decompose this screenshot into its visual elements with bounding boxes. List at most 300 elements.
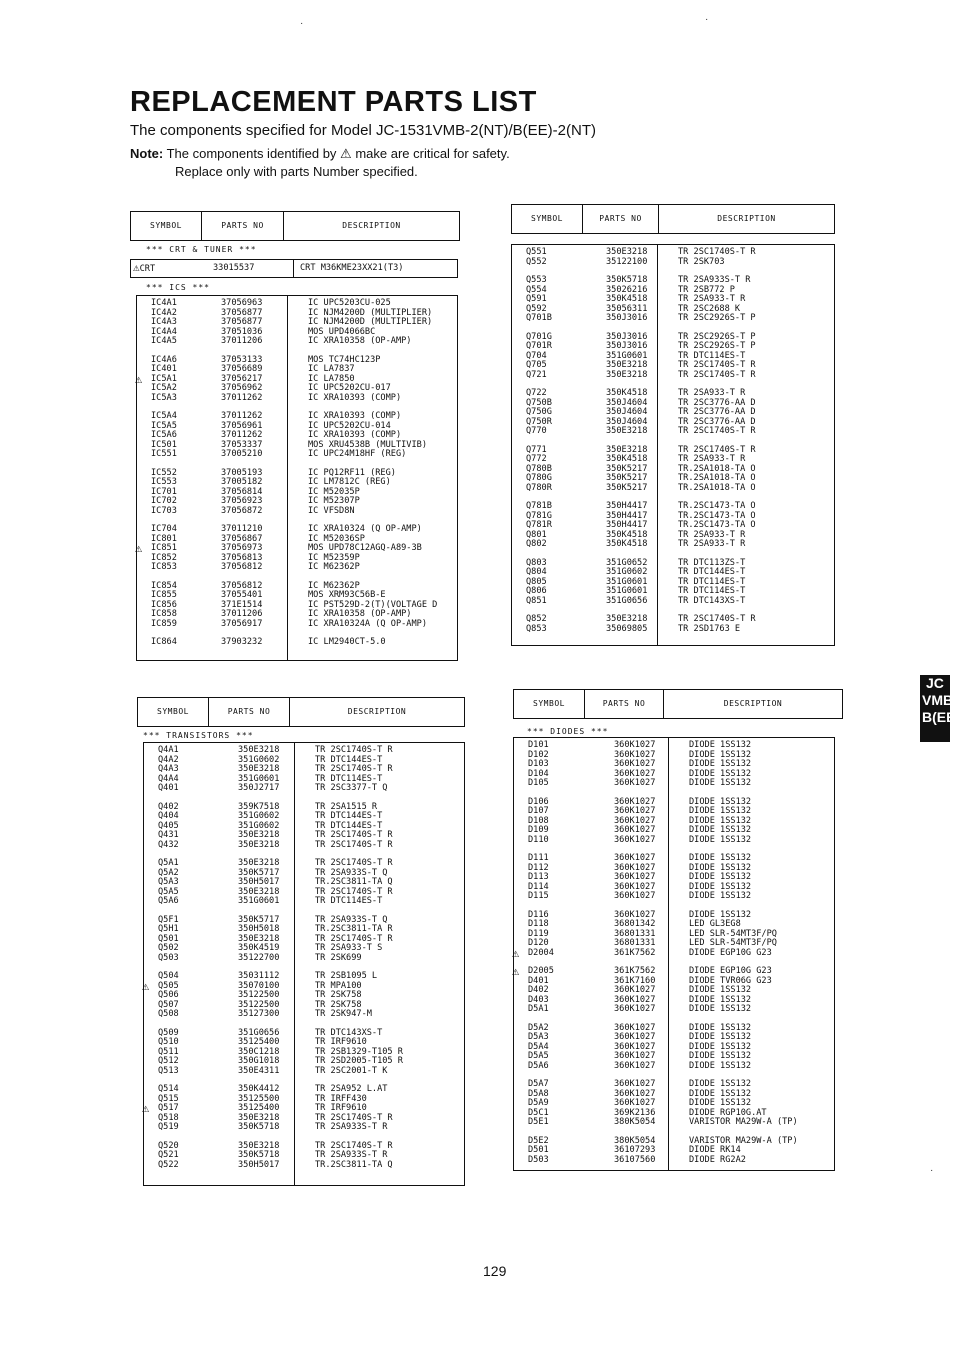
description-cell: TR 2SC1740S-T R (678, 360, 756, 370)
description-cell: TR 2SC1740S-T R (315, 830, 393, 840)
section-transistors: *** TRANSISTORS *** (143, 731, 254, 740)
description-cell: MOS UPD78C12AGQ-A89-3B (308, 543, 422, 553)
parts-no-cell: 371E1514 (221, 599, 263, 610)
parts-no-cell: 380K5054 (614, 1135, 656, 1146)
description-cell: TR 2SD2005-T105 R (315, 1056, 403, 1066)
table-row (137, 497, 457, 507)
description-cell: TR 2SC3377-T Q (315, 783, 388, 793)
parts-no-cell: 351G0656 (606, 595, 648, 606)
parts-no-cell: 35127300 (238, 1009, 280, 1019)
table-row (512, 540, 834, 550)
symbol-cell: Q704 (526, 350, 547, 361)
description-cell: TR 2SC1740S-T R (315, 1140, 393, 1151)
symbol-cell: IC4A3 (151, 317, 177, 327)
description-cell: TR DTC144ES-T (315, 811, 383, 821)
table-row (144, 1142, 464, 1152)
row-group (137, 582, 457, 630)
description-cell: TR DTC114ES-T (315, 896, 383, 906)
table-row (512, 361, 834, 371)
page-title: REPLACEMENT PARTS LIST (130, 86, 537, 118)
symbol-cell: D5E2 (528, 1135, 549, 1146)
description-cell: TR 2SC1740S-T R (315, 933, 393, 944)
table-row (512, 578, 834, 588)
symbol-cell: D5A7 (528, 1079, 549, 1089)
side-tab-line3: B(EE)- (922, 709, 965, 725)
symbol-cell: Q508 (158, 1009, 179, 1019)
symbol-cell: IC854 (151, 580, 177, 591)
side-tab-line2: VMB- (922, 692, 958, 708)
parts-no-cell: 350K4412 (238, 1084, 280, 1094)
symbol-cell: Q772 (526, 454, 547, 464)
warning-triangle-icon: ⚠ (142, 1101, 150, 1115)
table-row (512, 399, 834, 409)
symbol-cell: D110 (528, 834, 549, 845)
warning-triangle-icon: ⚠ (512, 964, 520, 978)
parts-no-cell: 350K5717 (238, 867, 280, 878)
table-row (144, 1123, 464, 1133)
description-cell: TR 2SA933-T R (678, 388, 746, 398)
parts-no-cell: 360K1027 (614, 1004, 656, 1014)
parts-no-cell: 360K1027 (614, 796, 656, 807)
symbol-cell: D114 (528, 881, 549, 892)
symbol-cell: IC864 (151, 637, 177, 647)
parts-no-cell: 350E3218 (606, 444, 648, 455)
parts-no-cell: 350K5217 (606, 463, 648, 474)
col-description: DESCRIPTION (342, 221, 401, 231)
symbol-cell: Q518 (158, 1112, 179, 1123)
table-row (137, 582, 457, 592)
row-group (144, 1029, 464, 1077)
parts-no-cell: 350E3218 (238, 933, 280, 944)
description-cell: DIODE RK14 (689, 1145, 741, 1155)
symbol-cell: D401 (528, 975, 549, 986)
parts-no-cell: 35125400 (238, 1037, 280, 1047)
description-cell: IC XRA10358 (OP-AMP) (308, 336, 412, 346)
description-cell: TR 2SA933S-T R (315, 1150, 388, 1160)
description-cell: TR 2SB1329-T105 R (315, 1046, 403, 1057)
description-cell: LED SLR-54MT3F/PQ (689, 928, 777, 939)
symbol-cell: Q4A3 (158, 764, 179, 774)
table-row (144, 925, 464, 935)
symbol-cell: D5A1 (528, 1004, 549, 1014)
symbol-cell: IC552 (151, 467, 177, 478)
description-cell: TR DTC114ES-T (678, 350, 746, 361)
symbol-cell: Q781B (526, 501, 552, 511)
parts-no-cell: 360K1027 (614, 1032, 656, 1042)
symbol-cell: D109 (528, 825, 549, 835)
description-cell: TR 2SC1740S-T R (315, 1112, 393, 1123)
parts-no-cell: 350J4604 (606, 407, 648, 417)
description-cell: TR 2SK703 (678, 256, 725, 267)
description-cell: TR.2SC1473-TA O (678, 501, 756, 511)
symbol-cell: Q750G (526, 407, 552, 417)
symbol-cell: Q521 (158, 1150, 179, 1160)
symbol-cell: IC856 (151, 599, 177, 610)
parts-no-cell: 360K1027 (614, 1079, 656, 1089)
description-cell: IC LA7837 (308, 364, 355, 374)
table-row (512, 342, 834, 352)
description-cell: TR DTC114ES-T (678, 576, 746, 587)
warning-triangle-icon: ⚠ (135, 541, 143, 555)
description-cell: DIODE 1SS132 (689, 759, 752, 769)
table-row (137, 384, 457, 394)
description-cell: IC UPC5202CU-017 (308, 383, 391, 393)
table-row (144, 756, 464, 766)
table-header (511, 204, 835, 234)
description-cell: TR 2SA933-T R (678, 529, 746, 540)
parts-no-cell: 360K1027 (614, 881, 656, 892)
symbol-cell: Q431 (158, 830, 179, 840)
description-cell: TR 2SC2926S-T P (678, 331, 756, 342)
symbol-cell: D2005 (528, 966, 554, 976)
parts-no-cell: 350J4604 (606, 416, 648, 427)
description-cell: DIODE 1SS132 (689, 909, 752, 920)
symbol-cell: Q5A3 (158, 877, 179, 887)
scan-speck: · (705, 14, 709, 25)
parts-no-cell: 351G0656 (238, 1027, 280, 1038)
symbol-cell: Q5A1 (158, 858, 179, 868)
description-cell: TR.2SC3811-TA Q (315, 877, 393, 887)
symbol-cell: Q519 (158, 1122, 179, 1132)
table-header (513, 689, 843, 719)
crt-parts-no: 33015537 (213, 262, 255, 273)
symbol-cell: IC401 (151, 364, 177, 374)
symbol-cell: Q514 (158, 1084, 179, 1094)
parts-no-cell: 350E3218 (238, 858, 280, 868)
row-group (144, 859, 464, 907)
parts-no-cell: 360K1027 (614, 768, 656, 779)
description-cell: TR 2SC3776-AA D (678, 407, 756, 417)
table-row (144, 803, 464, 813)
parts-no-cell: 351G0602 (238, 811, 280, 821)
table-row (144, 972, 464, 982)
description-cell: DIODE 1SS132 (689, 1041, 752, 1052)
table-header (137, 697, 465, 727)
parts-no-cell: 35070100 (238, 980, 280, 991)
table-row (514, 977, 834, 987)
description-cell: DIODE 1SS132 (689, 815, 752, 826)
table-row (512, 502, 834, 512)
col-description: DESCRIPTION (347, 707, 407, 717)
description-cell: TR.2SC3811-TA Q (315, 1159, 393, 1170)
parts-no-cell: 37055401 (221, 590, 263, 600)
parts-no-cell: 350K4519 (238, 943, 280, 953)
description-cell: TR 2SK758 (315, 999, 362, 1010)
warning-triangle-icon: ⚠ (135, 371, 143, 386)
parts-no-cell: 351G0601 (606, 586, 648, 596)
parts-no-cell: 35122700 (238, 952, 280, 963)
table-row (512, 521, 834, 531)
symbol-cell: IC4A5 (151, 336, 177, 346)
description-cell: IC XRA10358 (OP-AMP) (308, 609, 412, 619)
description-cell: DIODE 1SS132 (689, 1032, 752, 1042)
table-row (512, 408, 834, 418)
description-cell: VARISTOR MA29W-A (TP) (689, 1135, 798, 1146)
parts-no-cell: 350H4417 (606, 520, 648, 530)
symbol-cell: D5A2 (528, 1022, 549, 1033)
parts-no-cell: 350K5717 (238, 914, 280, 925)
table-row (144, 954, 464, 964)
table-row (514, 807, 834, 817)
description-cell: TR 2SC1740S-T R (315, 745, 393, 755)
table-row (512, 389, 834, 399)
table-row (514, 1137, 834, 1147)
symbol-cell: D5A6 (528, 1060, 549, 1071)
safety-note (130, 146, 510, 162)
parts-no-cell: 360K1027 (614, 1051, 656, 1061)
warning-triangle-icon: ⚠ (133, 260, 140, 274)
description-cell: IC M62362P (308, 580, 360, 591)
symbol-cell: D101 (528, 740, 549, 750)
table-row (512, 371, 834, 381)
row-group (514, 911, 834, 959)
symbol-cell: D5A8 (528, 1088, 549, 1099)
symbol-cell: D2004 (528, 947, 554, 958)
parts-no-cell: 37011262 (221, 430, 263, 440)
symbol-cell: Q770 (526, 426, 547, 436)
symbol-cell: Q522 (158, 1159, 179, 1170)
row-group (514, 1080, 834, 1128)
parts-no-cell: 37056917 (221, 618, 263, 629)
symbol-cell: IC4A4 (151, 326, 177, 337)
description-cell: TR.2SC1473-TA O (678, 520, 756, 530)
table-row (512, 352, 834, 362)
symbol-cell: Q502 (158, 943, 179, 953)
description-cell: DIODE 1SS132 (689, 872, 752, 882)
table-row (514, 1062, 834, 1072)
table-row (512, 568, 834, 578)
symbol-cell: Q517 (158, 1103, 179, 1113)
parts-no-cell: 360K1027 (614, 985, 656, 995)
symbol-cell: IC859 (151, 618, 177, 629)
table-row (512, 531, 834, 541)
parts-no-cell: 37056812 (221, 580, 263, 591)
table-row (514, 760, 834, 770)
description-cell: TR 2SA933S-T Q (315, 914, 388, 925)
parts-no-cell: 35122500 (238, 990, 280, 1000)
parts-no-cell: 360K1027 (614, 872, 656, 882)
row-group (144, 916, 464, 964)
symbol-cell: IC853 (151, 562, 177, 572)
symbol-cell: Q4A4 (158, 773, 179, 784)
table-row (514, 1146, 834, 1156)
table-row (144, 859, 464, 869)
symbol-cell: Q806 (526, 586, 547, 596)
table-row (144, 1114, 464, 1124)
description-cell: IC M62362P (308, 562, 360, 572)
description-cell: DIODE 1SS132 (689, 891, 752, 901)
parts-no-cell: 351G0602 (606, 567, 648, 577)
description-cell: TR IRF9610 (315, 1037, 367, 1047)
description-cell: TR 2SC1740S-T R (315, 764, 393, 774)
description-cell: TR 2SA1515 R (315, 801, 378, 812)
symbol-cell: Q852 (526, 614, 547, 624)
table-row (512, 465, 834, 475)
table-row (144, 1048, 464, 1058)
symbol-cell: IC5A4 (151, 411, 177, 421)
symbol-cell: Q402 (158, 801, 179, 812)
parts-no-cell: 360K1027 (614, 994, 656, 1005)
parts-no-cell: 37056813 (221, 552, 263, 563)
table-row (514, 751, 834, 761)
symbol-cell: IC553 (151, 477, 177, 487)
section-ics: *** ICS *** (146, 283, 210, 292)
symbol-cell: Q504 (158, 971, 179, 981)
symbol-cell: IC551 (151, 449, 177, 459)
table-row (144, 784, 464, 794)
symbol-cell: Q507 (158, 999, 179, 1010)
col-symbol: SYMBOL (512, 205, 583, 233)
row-group (512, 446, 834, 494)
description-cell: TR 2SK947-M (315, 1009, 372, 1019)
description-cell: TR 2SC2926S-T P (678, 313, 756, 323)
row-group (137, 469, 457, 517)
table-row (514, 883, 834, 893)
table-row (512, 314, 834, 324)
parts-no-cell: 360K1027 (614, 806, 656, 816)
table-row (144, 869, 464, 879)
parts-no-cell: 360K1027 (614, 1088, 656, 1099)
description-cell: TR 2SK699 (315, 952, 362, 963)
symbol-cell: D104 (528, 768, 549, 779)
symbol-cell: Q750B (526, 397, 552, 408)
row-group (144, 803, 464, 851)
symbol-cell: Q551 (526, 247, 547, 257)
parts-no-cell: 380K5054 (614, 1117, 656, 1127)
symbol-cell: Q701R (526, 341, 552, 351)
description-cell: TR.2SC3811-TA R (315, 924, 393, 934)
table-row (514, 873, 834, 883)
parts-no-cell: 360K1027 (614, 825, 656, 835)
parts-no-cell: 350K5217 (606, 482, 648, 493)
table-row (514, 826, 834, 836)
symbol-cell: D402 (528, 985, 549, 995)
symbol-cell: D106 (528, 796, 549, 807)
symbol-cell: Q701B (526, 313, 552, 323)
parts-no-cell: 350J3016 (606, 313, 648, 323)
symbol-cell: Q805 (526, 576, 547, 587)
symbol-cell: IC5A1 (151, 373, 177, 384)
parts-no-cell: 360K1027 (614, 815, 656, 826)
description-cell: TR DTC114ES-T (315, 773, 383, 784)
table-row (514, 779, 834, 789)
symbol-cell: IC5A3 (151, 392, 177, 403)
description-cell: TR 2SC3776-AA D (678, 416, 756, 427)
table-row (512, 455, 834, 465)
parts-no-cell: 350E3218 (238, 839, 280, 850)
description-cell: IC XRA10393 (COMP) (308, 392, 402, 403)
symbol-cell: Q701G (526, 331, 552, 342)
parts-no-cell: 35122100 (606, 256, 648, 267)
table-row (137, 318, 457, 328)
parts-no-cell: 37053337 (221, 439, 263, 450)
parts-no-cell: 36107293 (614, 1145, 656, 1155)
description-cell: TR MPA100 (315, 980, 362, 991)
parts-no-cell: 361K7562 (614, 947, 656, 958)
symbol-cell: D5A9 (528, 1098, 549, 1108)
table-row (137, 441, 457, 451)
parts-no-cell: 360K1027 (614, 909, 656, 920)
table-row (144, 888, 464, 898)
description-cell: IC PQ12RF11 (REG) (308, 467, 396, 478)
description-cell: DIODE 1SS132 (689, 825, 752, 835)
parts-no-cell: 360K1027 (614, 891, 656, 901)
description-cell: TR 2SC2688 K (678, 303, 741, 314)
description-cell: IC XRA10324A (Q OP-AMP) (308, 618, 427, 629)
parts-no-cell: 350H5017 (238, 877, 280, 887)
parts-no-cell: 35069805 (606, 623, 648, 634)
parts-no-cell: 350K4518 (606, 294, 648, 304)
parts-no-cell: 350C1218 (238, 1046, 280, 1057)
description-cell: TR DTC113ZS-T (678, 557, 746, 568)
col-description: DESCRIPTION (723, 699, 783, 709)
table-row (144, 1151, 464, 1161)
symbol-cell: IC704 (151, 524, 177, 534)
description-cell: DIODE 1SS132 (689, 853, 752, 863)
description-cell: TR 2SC1740S-T R (678, 444, 756, 455)
parts-no-cell: 37011206 (221, 609, 263, 619)
symbol-cell: D108 (528, 815, 549, 826)
row-group (512, 333, 834, 381)
table-row (512, 484, 834, 494)
description-cell: TR 2SB772 P (678, 284, 735, 295)
description-cell: TR.2SC1473-TA O (678, 510, 756, 521)
description-cell: TR DTC144ES-T (315, 754, 383, 765)
table-row (137, 422, 457, 432)
description-cell: DIODE 1SS132 (689, 1060, 752, 1071)
description-cell: TR DTC144ES-T (678, 567, 746, 577)
parts-no-cell: 37056689 (221, 364, 263, 374)
parts-no-cell: 37056814 (221, 486, 263, 497)
parts-no-cell: 350E3218 (606, 247, 648, 257)
table-row (514, 939, 834, 949)
parts-no-cell: 350E3218 (606, 614, 648, 624)
col-symbol: SYMBOL (138, 698, 209, 726)
symbol-cell: Q506 (158, 990, 179, 1000)
row-group (512, 559, 834, 607)
parts-no-cell: 350K4518 (606, 454, 648, 464)
symbol-cell: D503 (528, 1154, 549, 1165)
symbol-cell: Q405 (158, 820, 179, 831)
symbol-cell: IC501 (151, 439, 177, 450)
scan-speck: · (300, 18, 304, 29)
symbol-cell: IC801 (151, 533, 177, 544)
parts-no-cell: 351G0601 (238, 773, 280, 784)
table-row (137, 638, 457, 648)
parts-no-cell: 361K7562 (614, 966, 656, 976)
symbol-cell: Q404 (158, 811, 179, 821)
description-cell: TR 2SA933S-T R (315, 1122, 388, 1132)
col-parts-no: PARTS NO (209, 698, 290, 726)
description-cell: MOS TC74HC123P (308, 354, 381, 365)
parts-no-cell: 36801342 (614, 919, 656, 929)
parts-no-cell: 37005193 (221, 467, 263, 478)
symbol-cell: Q513 (158, 1065, 179, 1076)
description-cell: TR 2SC1740S-T R (315, 839, 393, 850)
row-group (512, 248, 834, 267)
parts-no-cell: 350H4417 (606, 501, 648, 511)
description-cell: TR 2SB1095 L (315, 971, 378, 981)
parts-no-cell: 37056217 (221, 373, 263, 384)
symbol-cell: Q592 (526, 303, 547, 314)
description-cell: TR 2SA933-T R (678, 454, 746, 464)
symbol-cell: Q511 (158, 1046, 179, 1057)
symbol-cell: Q432 (158, 839, 179, 850)
parts-no-cell: 350K5718 (238, 1122, 280, 1132)
row-group (144, 1142, 464, 1171)
symbol-cell: D5C1 (528, 1107, 549, 1118)
row-group (144, 746, 464, 794)
